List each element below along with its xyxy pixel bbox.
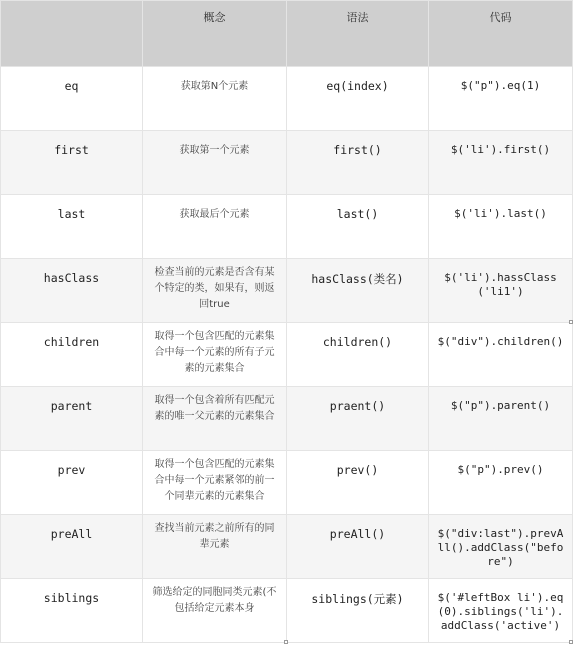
table-body: [1, 67, 573, 643]
resize-handle-right[interactable]: [569, 320, 573, 324]
header-row: [1, 1, 573, 67]
table-row: [1, 387, 573, 451]
method-syntax: children(): [287, 323, 429, 387]
method-syntax: prev(): [287, 451, 429, 515]
method-concept: 查找当前元素之前所有的同辈元素: [143, 515, 287, 579]
table-row: [1, 579, 573, 643]
table-row: [1, 131, 573, 195]
method-name: preAll: [1, 515, 143, 579]
table-header: [1, 1, 573, 67]
method-name: last: [1, 195, 143, 259]
method-name: first: [1, 131, 143, 195]
header-blank: [1, 1, 143, 67]
resize-handle-bottom[interactable]: [284, 640, 288, 644]
method-concept: 取得一个包含匹配的元素集合中每一个元素紧邻的前一个同辈元素的元素集合: [143, 451, 287, 515]
method-code: $("p").parent(): [429, 387, 573, 451]
method-concept: 获取最后个元素: [143, 195, 287, 259]
method-name: prev: [1, 451, 143, 515]
method-code: $("p").prev(): [429, 451, 573, 515]
method-concept: 取得一个包含着所有匹配元素的唯一父元素的元素集合: [143, 387, 287, 451]
table-row: [1, 67, 573, 131]
method-code: $("p").eq(1): [429, 67, 573, 131]
header-concept: 概念: [143, 1, 287, 67]
method-name: parent: [1, 387, 143, 451]
resize-handle-bottom-right[interactable]: [569, 640, 573, 644]
method-name: hasClass: [1, 259, 143, 323]
header-code: 代码: [429, 1, 573, 67]
method-concept: 取得一个包含匹配的元素集合中每一个元素的所有子元素的元素集合: [143, 323, 287, 387]
method-syntax: preAll(): [287, 515, 429, 579]
table-row: [1, 323, 573, 387]
table-row: [1, 195, 573, 259]
method-syntax: first(): [287, 131, 429, 195]
method-code: $("div").children(): [429, 323, 573, 387]
method-code: $("div:last").prevAll().addClass("before"): [429, 515, 573, 579]
method-name: siblings: [1, 579, 143, 643]
table-row: [1, 259, 573, 323]
method-concept: 获取第N个元素: [143, 67, 287, 131]
table-row: [1, 451, 573, 515]
method-concept: 检查当前的元素是否含有某个特定的类，如果有，则返回true: [143, 259, 287, 323]
method-syntax: eq(index): [287, 67, 429, 131]
method-syntax: siblings(元素): [287, 579, 429, 643]
header-syntax: 语法: [287, 1, 429, 67]
method-concept: 筛选给定的同胞同类元素(不包括给定元素本身: [143, 579, 287, 643]
method-code: $('li').hassClass('li1'): [429, 259, 573, 323]
table-row: [1, 515, 573, 579]
method-name: eq: [1, 67, 143, 131]
method-syntax: last(): [287, 195, 429, 259]
method-syntax: hasClass(类名): [287, 259, 429, 323]
method-code: $('#leftBox li').eq(0).siblings('li').addClass('active'): [429, 579, 573, 643]
method-code: $('li').first(): [429, 131, 573, 195]
method-code: $('li').last(): [429, 195, 573, 259]
method-syntax: praent(): [287, 387, 429, 451]
method-concept: 获取第一个元素: [143, 131, 287, 195]
method-name: children: [1, 323, 143, 387]
